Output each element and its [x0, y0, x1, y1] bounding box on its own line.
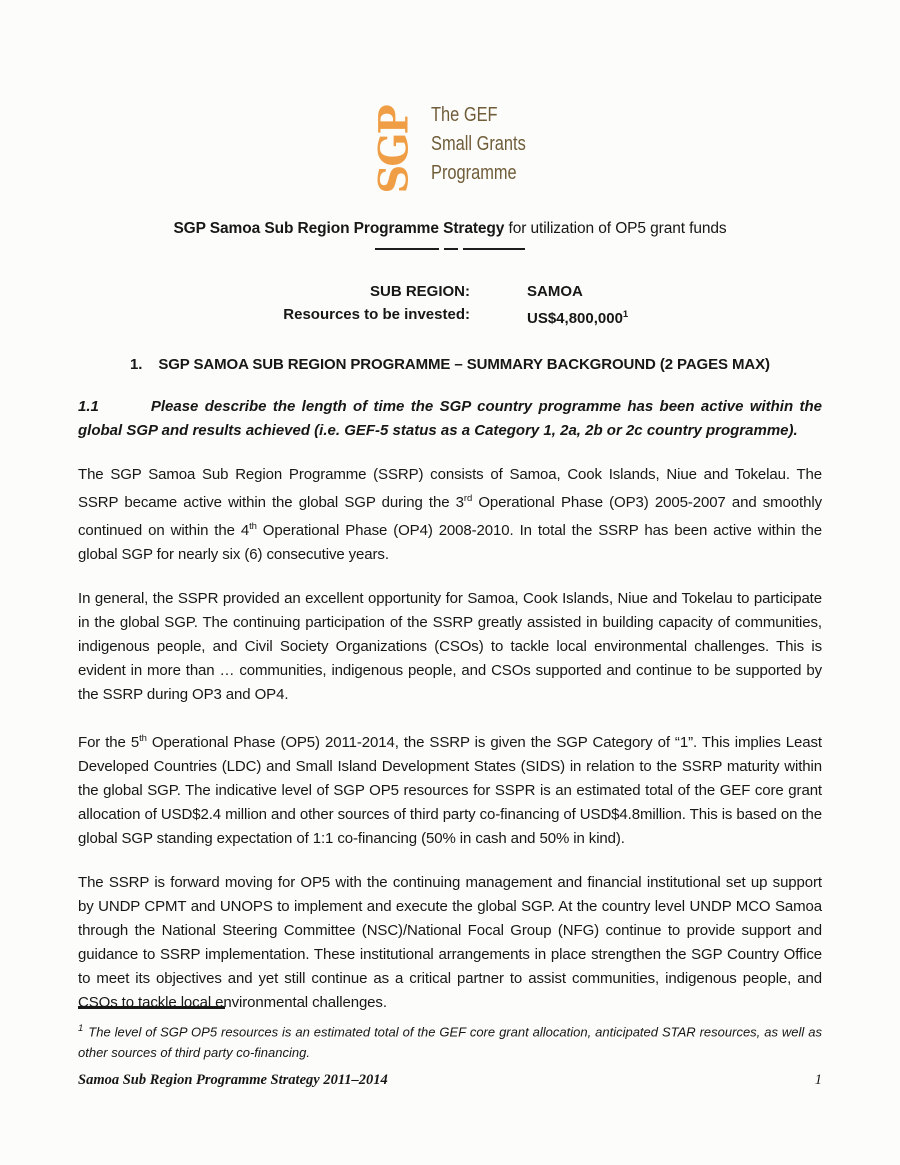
- subsection-heading: [78, 395, 822, 443]
- title-divider: [375, 248, 525, 250]
- divider-segment: [463, 248, 525, 250]
- subsection-number: 1.1: [78, 398, 99, 415]
- sgp-wordmark-text: SGP: [370, 106, 418, 194]
- meta-row-subregion: [78, 280, 822, 303]
- resources-amount: US$4,800,000: [527, 310, 623, 327]
- body-paragraph-3: For the 5th Operational Phase (OP5) 2011-2014, the SSRP is given the SGP Category of “1”. This implies Least Developed Countries (LDC) and Small Island Development States (SIDS) in relation to the SSRP maturity within the global SGP. The indicative level of SGP OP5 resources for SSPR is an estimated total of the GEF core grant allocation of USD$2.4 million and other sources of third party co-financing of USD$4.8million. This is based on the global SGP standing expectation of 1:1 co-financing (50% in cash and 50% in kind).: [78, 733, 822, 847]
- footnote-divider: [78, 1006, 225, 1009]
- page-footer: [78, 1072, 822, 1089]
- sgp-logo: [365, 98, 822, 202]
- subregion-label: SUB REGION:: [369, 283, 470, 300]
- document-title-rest: for utilization of OP5 grant funds: [504, 220, 727, 237]
- sgp-wordmark-icon: [365, 98, 423, 202]
- document-title: [78, 220, 822, 238]
- footnote-ref: 1: [622, 309, 629, 320]
- section-number: 1.: [130, 356, 143, 373]
- page-number: 1: [814, 1072, 822, 1088]
- footnote-marker: 1: [78, 1023, 84, 1034]
- body-paragraph-4: The SSRP is forward moving for OP5 with the continuing management and financial institutional set up support by UNDP CPMT and UNOPS to implement and execute the global SGP. At the country level UNDP MCO Samoa through the National Steering Committee (NSC)/National Focal Group (NFG) continue to provide support and guidance to SSRP implementation. These institutional arrangements in place strengthen the SGP Country Office to meet its objectives and yet still continue as a critical partner to assist communities, indigenous people, and CSOs to tackle local environmental challenges.: [78, 874, 822, 1011]
- logo-line-1: The GEF: [431, 103, 498, 126]
- subregion-value: SAMOA: [527, 283, 583, 300]
- body-paragraph-2: In general, the SSPR provided an excellent opportunity for Samoa, Cook Islands, Niue and Tokelau to participate in the global SGP. The continuing participation of the SSRP greatly assisted in building capacity of communities, indigenous people, and Civil Society Organizations (CSOs) to tackle local environmental challenges. This is evident in more than … communities, indigenous people, and CSOs supported and continue to be supported by the SSRP during OP3 and OP4.: [78, 590, 822, 703]
- footer-document-title: Samoa Sub Region Programme Strategy 2011–2014: [78, 1072, 388, 1088]
- footnote-body: The level of SGP OP5 resources is an estimated total of the GEF core grant allocation, anticipated STAR resources, as well as other sources of third party co-financing.: [78, 1024, 822, 1061]
- meta-row-resources: [78, 303, 822, 330]
- section-heading: [78, 356, 822, 373]
- section-heading-text: SGP SAMOA SUB REGION PROGRAMME – SUMMARY BACKGROUND (2 PAGES MAX): [158, 356, 770, 373]
- logo-line-2: Small Grants: [431, 132, 526, 155]
- meta-block: [78, 280, 822, 330]
- page-content: [78, 0, 822, 1015]
- resources-label: Resources to be invested:: [283, 306, 470, 323]
- divider-segment: [444, 248, 459, 250]
- document-title-emphasis: SGP Samoa Sub Region Programme Strategy: [173, 220, 505, 237]
- body-paragraph-1: The SGP Samoa Sub Region Programme (SSRP) consists of Samoa, Cook Islands, Niue and Tokelau. The SSRP became active within the global SGP during the 3rd Operational Phase (OP3) 2005-2007 and smoothly continued on within the 4th Operational Phase (OP4) 2008-2010. In total the SSRP has been active within the global SGP for nearly six (6) consecutive years.: [78, 466, 822, 563]
- sgp-logo-caption: [431, 98, 526, 187]
- divider-segment: [375, 248, 439, 250]
- footnote-text: [78, 1018, 822, 1063]
- subsection-heading-text: Please describe the length of time the SGP country programme has been active within the global SGP and results achieved (i.e. GEF-5 status as a Category 1, 2a, 2b or 2c country programme).: [78, 398, 822, 439]
- resources-value: [527, 303, 628, 330]
- logo-line-3: Programme: [431, 161, 517, 184]
- footnote-block: [78, 1006, 822, 1063]
